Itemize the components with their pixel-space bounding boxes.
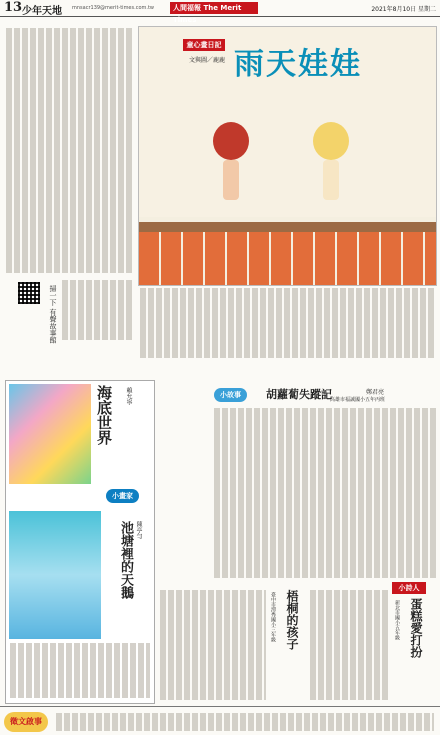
story-badge: 小故事 <box>214 388 247 402</box>
art-title-2: 池塘裡的天鵝 <box>118 521 133 599</box>
art-image-2 <box>9 511 101 639</box>
art-tag: 小畫家 <box>106 489 139 503</box>
poem-title-2: 蛋糕愛打扮 <box>409 598 423 658</box>
feature-badge: 童心畫日記 <box>183 39 225 51</box>
art-text <box>10 643 150 698</box>
poem-badge: 小詩人 <box>392 582 426 594</box>
story-author: 鄭君亮 <box>366 389 385 396</box>
feature-byline: 文與圖／鹿鹿 <box>189 57 226 64</box>
feature-text <box>140 288 435 358</box>
email-address[interactable]: mnsacr139@merit-times.com.tw <box>72 5 155 11</box>
page-footer <box>0 706 440 735</box>
rain-doll-left <box>209 122 253 212</box>
poem-text-2 <box>310 590 388 700</box>
art-image-1 <box>9 384 91 484</box>
footer-text <box>56 713 434 731</box>
art-title-1: 海底世界 <box>95 385 113 445</box>
article-text-left-2 <box>62 280 134 340</box>
feature-title: 雨天娃娃 <box>234 47 362 82</box>
page-number: 13 <box>4 0 23 15</box>
qr-code[interactable] <box>18 282 40 304</box>
page-header <box>0 0 440 24</box>
poem-text-1 <box>160 590 266 700</box>
rain-doll-right <box>309 122 353 212</box>
illustration-panel <box>138 26 437 286</box>
qr-caption: 掃一下 有聲故事館 <box>49 285 57 344</box>
story-title: 胡蘿蔔失蹤記 <box>266 388 332 401</box>
footer-tag: 徵文啟事 <box>4 712 48 732</box>
art-box <box>5 380 155 704</box>
paper-logo: 人間福報 The Merit Times <box>170 2 258 14</box>
story-school: 高雄市福誠國小五年丙班 <box>330 397 386 403</box>
section-name: 少年天地 <box>22 6 62 17</box>
story-text <box>214 408 436 578</box>
article-text-left <box>6 28 134 273</box>
issue-date: 2021年8月10日 星期二 <box>371 6 436 13</box>
poem-author-2: 新北市國小五年級 <box>394 600 400 640</box>
poem-title-1: 梧桐的孩子 <box>285 590 299 650</box>
poem-author-1: 臺中市潭秀國小三年級 <box>270 592 276 642</box>
art-author-1: 賴允寧 <box>125 387 132 405</box>
art-author-2: 陳亭勻 <box>135 521 142 539</box>
